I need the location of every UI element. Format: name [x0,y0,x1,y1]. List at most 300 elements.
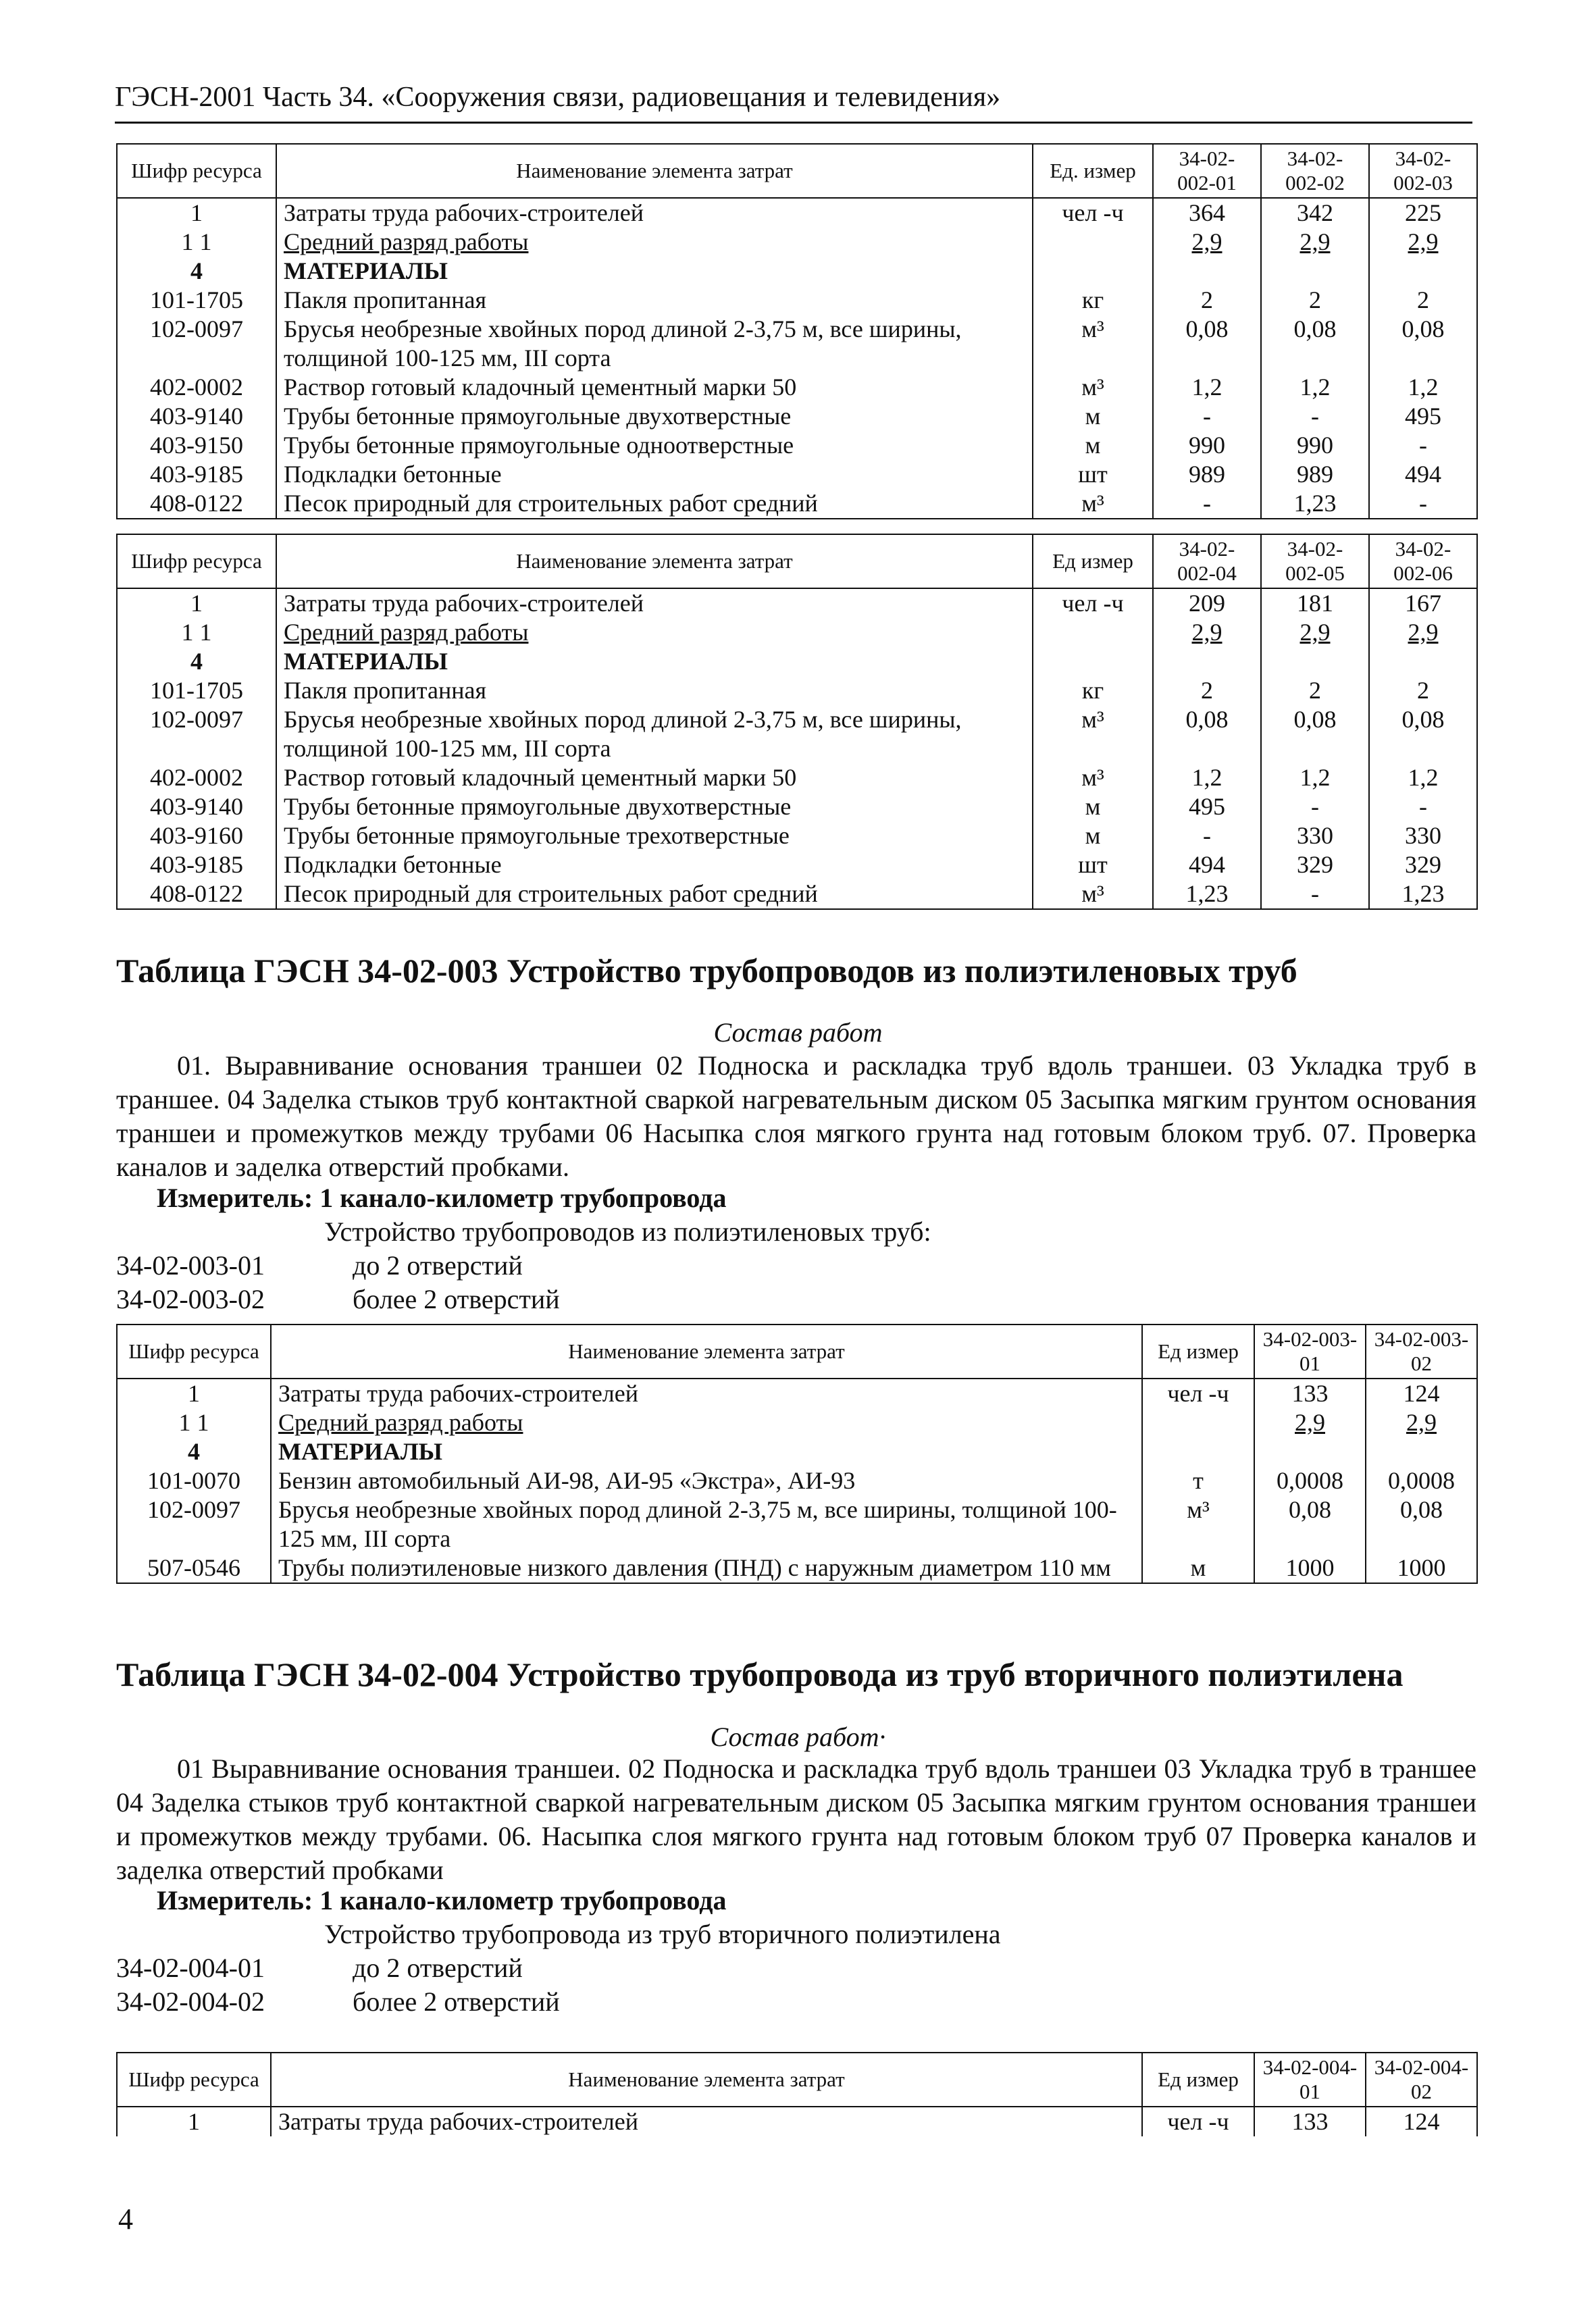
norm-desc: до 2 отверстий [353,1250,523,1281]
cost-element-name [276,676,1033,705]
unit-cell: м [1033,821,1153,850]
col-header-name: Наименование элемента затрат [276,144,1033,198]
norm-value [1254,1408,1366,1437]
norm-value-text: 2 [1309,677,1321,704]
cost-element-name-text: МАТЕРИАЛЫ [278,1438,442,1465]
resource-code: 4 [117,257,276,286]
cost-element-name [276,763,1033,792]
resource-table-34-02-004 [116,2052,1478,2136]
norm-value-text: 0,08 [1185,706,1229,733]
resource-code: 402-0002 [117,373,276,402]
norm-value-text: 0,08 [1293,315,1337,342]
norm-value [1261,792,1369,821]
norm-value-text: 2 [1201,286,1213,313]
norm-value [1153,315,1261,373]
norm-value [1153,402,1261,431]
unit-cell: кг [1033,676,1153,705]
norm-value [1369,228,1477,257]
norm-value [1261,402,1369,431]
col-header-unit: Ед измер [1033,534,1153,588]
norm-value-text: 329 [1297,851,1333,878]
col-header-name: Наименование элемента затрат [276,534,1033,588]
cost-element-name [271,1553,1142,1583]
table-row [117,286,1477,315]
resource-code: 101-1705 [117,286,276,315]
norm-value [1153,460,1261,489]
cost-element-name-text: Средний разряд работы [284,228,529,255]
cost-element-name-text: Затраты труда рабочих-строителей [284,590,644,617]
works-title: Состав работ [713,1017,883,1048]
cost-element-name-text: Подкладки бетонные [284,851,502,878]
norm-value [1369,402,1477,431]
norm-value [1366,1379,1477,1408]
table-row [117,2107,1477,2136]
norm-value-text: - [1311,403,1319,430]
cost-element-name-text: МАТЕРИАЛЫ [284,257,448,284]
norm-value-text: 133 [1291,2108,1329,2135]
unit-cell: чел -ч [1142,2107,1254,2136]
table-row [117,1379,1477,1408]
norm-variant [116,1283,560,1315]
resource-code: 403-9185 [117,850,276,879]
cost-element-name-text: Пакля пропитанная [284,286,487,313]
norm-value [1153,850,1261,879]
norm-value-text: - [1203,490,1211,517]
resource-table-34-02-002-b [116,534,1478,910]
norm-value [1369,618,1477,647]
table-row [117,431,1477,460]
unit-cell: м [1033,431,1153,460]
norm-value-text: 989 [1297,461,1333,488]
norm-value-text: 2,9 [1191,228,1222,255]
norm-value-text: 1,2 [1408,764,1439,791]
norm-value [1153,792,1261,821]
norm-value [1153,373,1261,402]
cost-element-name-text: Брусья необрезные хвойных пород длиной 2-3,75 м, все ширины, толщиной 100-125 мм, III сорта [278,1496,1117,1552]
norm-value-text: 990 [1189,432,1225,459]
norm-value [1369,198,1477,228]
norm-value [1369,431,1477,460]
norm-value-text: 133 [1291,1380,1329,1407]
norm-value-text: 329 [1405,851,1441,878]
norm-value [1153,286,1261,315]
norm-value [1366,1495,1477,1553]
unit-cell: чел -ч [1033,588,1153,618]
norm-value-text: - [1419,793,1427,820]
cost-element-name-text: МАТЕРИАЛЫ [284,648,448,675]
table-row [117,402,1477,431]
table-row [117,1466,1477,1495]
norm-value-text: 494 [1405,461,1441,488]
norm-value [1261,763,1369,792]
norm-value-text: 181 [1297,590,1333,617]
col-header-unit: Ед. измер [1033,144,1153,198]
table-row [117,315,1477,373]
norm-value [1153,763,1261,792]
norm-value-text: 989 [1189,461,1225,488]
norm-value [1261,879,1369,909]
norm-value-text: 495 [1405,403,1441,430]
norm-value [1254,2107,1366,2136]
norm-value-text: 0,0008 [1388,1467,1455,1494]
norm-value [1261,705,1369,763]
section-title-34-02-004: Таблица ГЭСН 34-02-004 Устройство трубопровода из труб вторичного полиэтилена [116,1655,1404,1693]
table-row [117,763,1477,792]
norm-value-text: 2,9 [1191,619,1222,646]
cost-element-name-text: Бензин автомобильный АИ-98, АИ-95 «Экстра», АИ-93 [278,1467,856,1494]
unit-cell: чел -ч [1033,198,1153,228]
norm-value-text: 1,23 [1401,880,1445,907]
unit-cell [1033,228,1153,257]
cost-element-name-text: Затраты труда рабочих-строителей [284,199,644,226]
norm-value-text: 2,9 [1406,1409,1437,1436]
norm-value-text: 2,9 [1408,619,1439,646]
norm-value-text: - [1419,490,1427,517]
norms-subtitle: Устройство трубопровода из труб вторичного полиэтилена [324,1919,1001,1949]
cost-element-name-text: Подкладки бетонные [284,461,502,488]
cost-element-name-text: Трубы полиэтиленовые низкого давления (ПНД) с наружным диаметром 110 мм [278,1554,1111,1581]
cost-element-name-text: Затраты труда рабочих-строителей [278,2108,639,2135]
col-header-name: Наименование элемента затрат [271,1325,1142,1379]
table-row [117,373,1477,402]
norm-value-text: 1000 [1397,1554,1446,1581]
norm-value-text: 2,9 [1299,228,1331,255]
cost-element-name [276,373,1033,402]
norm-value [1153,228,1261,257]
measure-unit: Измеритель: 1 канало-километр трубопровода [157,1183,727,1213]
table-row [117,705,1477,763]
norm-value [1369,460,1477,489]
unit-cell: м³ [1033,489,1153,519]
cost-element-name [276,647,1033,676]
resource-code: 1 1 [117,1408,271,1437]
col-header-norm: 34-02-002-02 [1261,144,1369,198]
norm-value [1153,588,1261,618]
norm-value [1261,821,1369,850]
norm-value [1153,198,1261,228]
unit-cell [1033,257,1153,286]
unit-cell: м [1033,402,1153,431]
cost-element-name-text: Брусья необрезные хвойных пород длиной 2-3,75 м, все ширины, толщиной 100-125 мм, III сорта [284,706,962,762]
norm-value-text: 0,0008 [1277,1467,1343,1494]
norm-value-text: - [1311,880,1319,907]
measure-unit: Измеритель: 1 канало-километр трубопровода [157,1885,727,1916]
norm-value [1369,588,1477,618]
norm-value-text: 330 [1297,822,1333,849]
norm-value [1254,1495,1366,1553]
resource-table-34-02-002-a [116,143,1478,519]
norm-value [1369,373,1477,402]
cost-element-name [276,821,1033,850]
resource-code: 102-0097 [117,315,276,373]
cost-element-name [276,198,1033,228]
col-header-code: Шифр ресурса [117,534,276,588]
unit-cell: т [1142,1466,1254,1495]
norm-value-text: - [1203,403,1211,430]
resource-code: 402-0002 [117,763,276,792]
resource-code: 403-9150 [117,431,276,460]
norm-value-text: 124 [1403,2108,1440,2135]
norm-value [1261,228,1369,257]
norm-value-text: 0,08 [1289,1496,1331,1523]
col-header-norm: 34-02-003-01 [1254,1325,1366,1379]
table-row [117,850,1477,879]
section-title-34-02-003: Таблица ГЭСН 34-02-003 Устройство трубопроводов из полиэтиленовых труб [116,952,1297,989]
resource-code: 4 [117,647,276,676]
norm-code: 34-02-004-02 [116,1986,265,2017]
resource-code: 1 [117,2107,271,2136]
norm-value-text: 495 [1189,793,1225,820]
norm-value [1369,821,1477,850]
page-number: 4 [118,2203,133,2236]
norm-value [1261,460,1369,489]
norm-value [1369,792,1477,821]
norm-value [1369,286,1477,315]
unit-cell: м [1142,1553,1254,1583]
resource-code: 1 [117,1379,271,1408]
unit-cell [1033,618,1153,647]
norm-value-text: 1,2 [1408,374,1439,401]
resource-code: 408-0122 [117,879,276,909]
col-header-norm: 34-02-002-04 [1153,534,1261,588]
norm-value-text: 1,2 [1299,374,1331,401]
norm-code: 34-02-003-02 [116,1284,265,1314]
cost-element-name [276,257,1033,286]
norm-value-text: - [1203,822,1211,849]
resource-code: 403-9140 [117,402,276,431]
norm-value [1153,676,1261,705]
resource-code: 101-0070 [117,1466,271,1495]
unit-cell: м³ [1033,763,1153,792]
cost-element-name [276,850,1033,879]
cost-element-name [276,618,1033,647]
unit-cell: м³ [1033,705,1153,763]
table-row [117,1408,1477,1437]
norm-code: 34-02-004-01 [116,1953,265,1983]
norm-value-text: 2 [1417,677,1429,704]
cost-element-name-text: Раствор готовый кладочный цементный марки 50 [284,374,797,401]
table-row [117,228,1477,257]
cost-element-name [276,489,1033,519]
norm-value [1254,1553,1366,1583]
cost-element-name [276,315,1033,373]
table-row [117,647,1477,676]
cost-element-name-text: Раствор готовый кладочный цементный марки 50 [284,764,797,791]
norm-value [1153,618,1261,647]
table-row [117,879,1477,909]
unit-cell: м³ [1033,879,1153,909]
cost-element-name [271,1495,1142,1553]
table-row [117,489,1477,519]
norm-value [1261,257,1369,286]
norm-value [1369,257,1477,286]
cost-element-name [276,431,1033,460]
norm-value [1369,850,1477,879]
norm-value-text: 364 [1189,199,1225,226]
norm-value-text: 124 [1403,1380,1440,1407]
cost-element-name-text: Средний разряд работы [278,1409,523,1436]
resource-code: 408-0122 [117,489,276,519]
norm-value [1261,647,1369,676]
col-header-norm: 34-02-004-01 [1254,2053,1366,2107]
unit-cell [1033,647,1153,676]
col-header-code: Шифр ресурса [117,2053,271,2107]
norms-subtitle: Устройство трубопроводов из полиэтиленовых труб: [324,1216,931,1247]
cost-element-name-text: Трубы бетонные прямоугольные трехотверстные [284,822,790,849]
norm-desc: более 2 отверстий [353,1986,560,2017]
table-row [117,588,1477,618]
norm-value [1366,1466,1477,1495]
resource-code: 1 [117,588,276,618]
norm-value-text: - [1419,432,1427,459]
norm-value [1366,1553,1477,1583]
resource-code: 403-9140 [117,792,276,821]
table-row [117,1495,1477,1553]
norm-value [1153,257,1261,286]
col-header-norm: 34-02-004-02 [1366,2053,1477,2107]
unit-cell: м [1033,792,1153,821]
cost-element-name-text: Брусья необрезные хвойных пород длиной 2-3,75 м, все ширины, толщиной 100-125 мм, III сорта [284,315,962,371]
col-header-norm: 34-02-002-05 [1261,534,1369,588]
norm-value [1261,676,1369,705]
norm-variant [116,1952,523,1984]
norm-variant [116,1986,560,2017]
norm-value [1369,763,1477,792]
norm-value-text: 0,08 [1401,706,1445,733]
col-header-norm: 34-02-003-02 [1366,1325,1477,1379]
norm-value-text: 1,2 [1191,764,1222,791]
cost-element-name-text: Трубы бетонные прямоугольные одноотверстные [284,432,794,459]
norm-value [1369,315,1477,373]
cost-element-name [276,705,1033,763]
cost-element-name-text: Трубы бетонные прямоугольные двухотверстные [284,403,792,430]
norm-variant [116,1250,523,1281]
unit-cell: м³ [1142,1495,1254,1553]
table-row [117,618,1477,647]
norm-value-text: 2,9 [1408,228,1439,255]
resource-code: 101-1705 [117,676,276,705]
cost-element-name [271,1379,1142,1408]
norm-value [1254,1437,1366,1466]
norm-value [1261,431,1369,460]
table-row [117,1437,1477,1466]
norm-value [1369,489,1477,519]
cost-element-name-text: Песок природный для строительных работ средний [284,490,818,517]
resource-code: 507-0546 [117,1553,271,1583]
norm-value-text: 0,08 [1400,1496,1443,1523]
norm-value [1261,588,1369,618]
norm-value-text: 1,2 [1191,374,1222,401]
norm-value-text: 209 [1189,590,1225,617]
norm-value [1366,1437,1477,1466]
col-header-norm: 34-02-002-06 [1369,534,1477,588]
works-description: 01 Выравнивание основания траншеи. 02 Подноска и раскладка труб вдоль траншеи 03 Укладка труб в траншее 04 Заделка стыков труб контактной сваркой нагревательным диском 05 Засыпка мягким грунтом основания траншеи и промежутков между трубами. 06. Насыпка слоя мягкого грунта над готовым блоком труб 07 Проверка каналов и заделка отверстий пробками [116,1753,1476,1885]
cost-element-name-text: Трубы бетонные прямоугольные двухотверстные [284,793,792,820]
unit-cell: м³ [1033,373,1153,402]
norm-value-text: 990 [1297,432,1333,459]
cost-element-name-text: Затраты труда рабочих-строителей [278,1380,639,1407]
cost-element-name [276,286,1033,315]
table-row [117,792,1477,821]
norm-value-text: 1,23 [1185,880,1229,907]
col-header-unit: Ед измер [1142,2053,1254,2107]
resource-code: 102-0097 [117,705,276,763]
col-header-name: Наименование элемента затрат [271,2053,1142,2107]
cost-element-name [276,792,1033,821]
norm-value-text: 2 [1417,286,1429,313]
col-header-norm: 34-02-002-01 [1153,144,1261,198]
norm-value [1153,879,1261,909]
norm-value-text: 2 [1201,677,1213,704]
norm-value [1254,1466,1366,1495]
norm-value [1153,431,1261,460]
unit-cell [1142,1408,1254,1437]
cost-element-name [276,588,1033,618]
resource-code: 403-9160 [117,821,276,850]
unit-cell: шт [1033,850,1153,879]
col-header-code: Шифр ресурса [117,144,276,198]
norm-value-text: 342 [1297,199,1333,226]
unit-cell: м³ [1033,315,1153,373]
norm-value-text: - [1311,793,1319,820]
norm-value [1366,2107,1477,2136]
norm-value [1254,1379,1366,1408]
table-row [117,676,1477,705]
page-header: ГЭСН-2001 Часть 34. «Сооружения связи, радиовещания и телевидения» [115,81,1472,124]
norm-desc: до 2 отверстий [353,1953,523,1983]
norm-value-text: 1,23 [1293,490,1337,517]
norm-value-text: 0,08 [1293,706,1337,733]
cost-element-name [276,460,1033,489]
norm-value [1153,647,1261,676]
norm-value [1261,315,1369,373]
resource-code: 1 [117,198,276,228]
cost-element-name [271,1437,1142,1466]
norm-value [1153,705,1261,763]
cost-element-name-text: Пакля пропитанная [284,677,487,704]
norm-value [1261,850,1369,879]
cost-element-name [271,1408,1142,1437]
norm-value [1261,489,1369,519]
unit-cell: кг [1033,286,1153,315]
resource-code: 4 [117,1437,271,1466]
cost-element-name [276,402,1033,431]
norm-value [1369,647,1477,676]
norm-desc: более 2 отверстий [353,1284,560,1314]
norm-value-text: 1000 [1285,1554,1335,1581]
table-row [117,821,1477,850]
table-row [117,1553,1477,1583]
norm-value [1153,821,1261,850]
works-description: 01. Выравнивание основания траншеи 02 Подноска и раскладка труб вдоль траншеи. 03 Укладка труб в траншее. 04 Заделка стыков труб контактной сваркой нагревательным диском 05 Засыпка мягким грунтом основания траншеи и промежутков между трубами 06 Насыпка слоя мягкого грунта над готовым блоком труб. 07. Проверка каналов и заделка отверстий пробками. [116,1050,1476,1182]
norm-value-text: 494 [1189,851,1225,878]
col-header-norm: 34-02-002-03 [1369,144,1477,198]
norm-value-text: 167 [1405,590,1441,617]
resource-code: 1 1 [117,228,276,257]
cost-element-name [271,2107,1142,2136]
norm-value [1153,489,1261,519]
resource-table-34-02-003 [116,1324,1478,1584]
norm-value-text: 1,2 [1299,764,1331,791]
norm-value-text: 225 [1405,199,1441,226]
norm-value-text: 2,9 [1299,619,1331,646]
cost-element-name [271,1466,1142,1495]
norm-value-text: 0,08 [1401,315,1445,342]
resource-code: 1 1 [117,618,276,647]
norm-value [1261,373,1369,402]
norm-value [1261,286,1369,315]
norm-value-text: 2,9 [1295,1409,1325,1436]
